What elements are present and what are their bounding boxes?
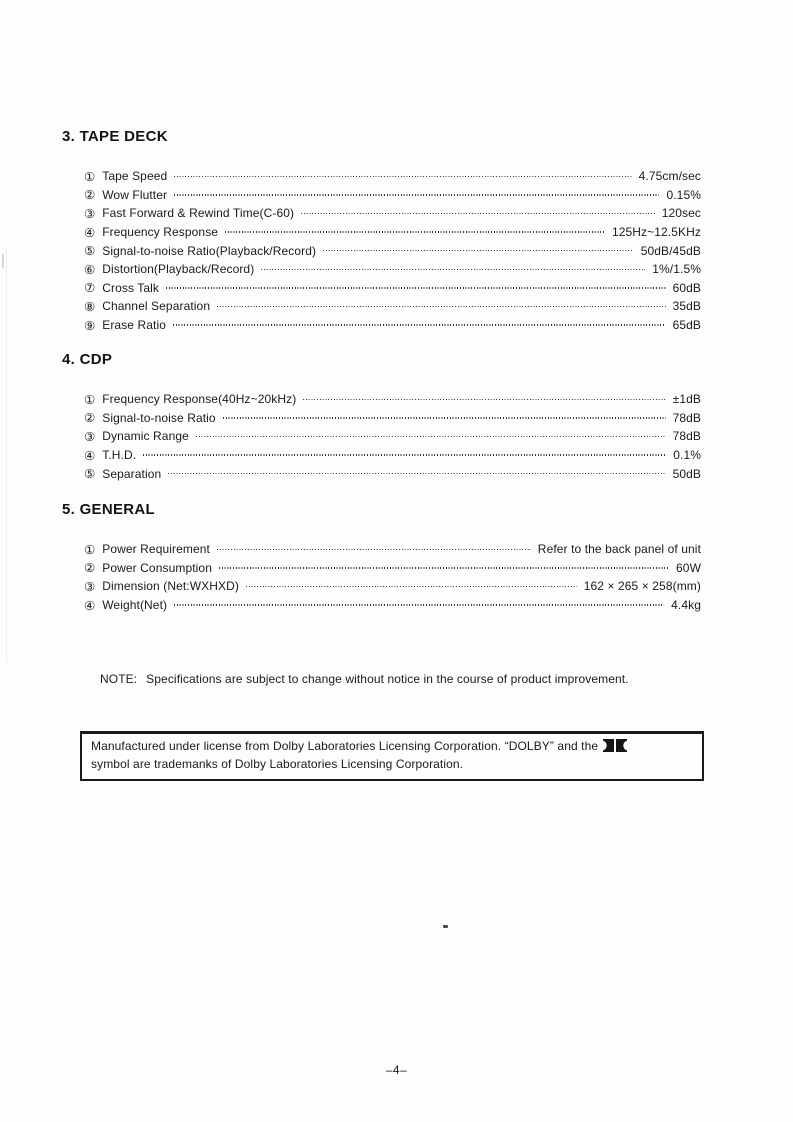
dolby-license-box <box>80 731 704 781</box>
spec-row <box>84 279 701 298</box>
item-value: 4.75cm/sec <box>638 169 701 184</box>
dot-leader <box>217 306 665 307</box>
item-label: Fast Forward & Rewind Time(C-60) <box>102 206 295 221</box>
item-number: ① <box>84 169 96 184</box>
item-label: Separation <box>102 466 162 481</box>
spec-row <box>84 241 701 260</box>
spec-row <box>84 390 701 409</box>
item-label: Weight(Net) <box>102 598 168 613</box>
scan-artifact-mark <box>2 254 4 268</box>
item-label: Channel Separation <box>102 299 211 314</box>
dolby-notice-line1: Manufactured under license from Dolby Laboratories Licensing Corporation. “DOLBY” and the <box>91 739 599 753</box>
section-cdp <box>62 352 701 483</box>
item-value: 50dB <box>672 466 701 481</box>
item-value: 125Hz~12.5KHz <box>611 225 701 240</box>
item-number: ⑨ <box>84 318 96 333</box>
note <box>100 672 629 686</box>
scan-speck <box>443 925 448 928</box>
dot-leader <box>217 549 531 550</box>
item-value: 78dB <box>672 410 701 425</box>
item-label: Frequency Response(40Hz~20kHz) <box>102 392 297 407</box>
item-number: ② <box>84 411 96 426</box>
spec-list <box>84 167 701 334</box>
note-label: NOTE: <box>100 672 138 686</box>
spec-row <box>84 316 701 335</box>
item-value: 120sec <box>661 206 701 221</box>
item-number: ① <box>84 542 96 557</box>
dot-leader <box>174 194 659 195</box>
dot-leader <box>174 176 631 177</box>
item-value: 162 × 265 × 258(mm) <box>583 579 701 594</box>
spec-row <box>84 464 701 483</box>
dot-leader <box>168 473 665 474</box>
item-label: Tape Speed <box>102 169 168 184</box>
item-label: Erase Ratio <box>102 318 167 333</box>
spec-row <box>84 577 701 596</box>
item-number: ④ <box>84 225 96 240</box>
item-value: 60W <box>676 560 701 575</box>
dot-leader <box>301 213 655 214</box>
item-value: 78dB <box>672 429 701 444</box>
item-label: Dimension (Net:WXHXD) <box>102 579 240 594</box>
dot-leader <box>303 399 665 400</box>
dot-leader <box>196 436 666 437</box>
item-label: T.H.D. <box>102 448 137 463</box>
item-number: ④ <box>84 448 96 463</box>
section-title: 5. GENERAL <box>62 501 156 518</box>
dot-leader <box>143 454 666 455</box>
item-number: ⑤ <box>84 244 96 259</box>
item-label: Cross Talk <box>102 280 160 295</box>
section-tape-deck <box>62 129 701 334</box>
section-title: 3. TAPE DECK <box>62 128 168 145</box>
dot-leader <box>323 250 634 251</box>
dot-leader <box>219 567 669 568</box>
item-number: ⑧ <box>84 299 96 314</box>
spec-row <box>84 186 701 205</box>
item-value: 60dB <box>672 280 701 295</box>
spec-row <box>84 596 701 615</box>
page-number: –4– <box>385 1063 408 1077</box>
scan-artifact-line <box>6 248 7 663</box>
spec-row <box>84 446 701 465</box>
spec-row <box>84 559 701 578</box>
item-number: ⑦ <box>84 281 96 296</box>
item-number: ⑤ <box>84 467 96 482</box>
dot-leader <box>225 231 605 232</box>
spec-row <box>84 167 701 186</box>
item-label: Frequency Response <box>102 225 219 240</box>
item-label: Power Consumption <box>102 560 212 575</box>
spec-list <box>84 540 701 614</box>
item-value: 1%/1.5% <box>652 262 701 277</box>
item-value: 50dB/45dB <box>640 243 701 258</box>
item-number: ② <box>84 188 96 203</box>
item-number: ③ <box>84 579 96 594</box>
spec-row <box>84 540 701 559</box>
section-general <box>62 502 701 614</box>
item-label: Distortion(Playback/Record) <box>102 262 255 277</box>
item-label: Dynamic Range <box>102 429 189 444</box>
item-number: ② <box>84 561 96 576</box>
item-value: 35dB <box>672 299 701 314</box>
item-value: Refer to the back panel of unit <box>537 542 701 557</box>
item-label: Signal-to-noise Ratio(Playback/Record) <box>102 243 317 258</box>
spec-list <box>84 390 701 483</box>
item-number: ③ <box>84 429 96 444</box>
item-number: ① <box>84 392 96 407</box>
item-label: Power Requirement <box>102 542 210 557</box>
item-value: 0.1% <box>673 448 701 463</box>
note-body: Specifications are subject to change without notice in the course of product improvement. <box>146 672 629 686</box>
item-number: ④ <box>84 598 96 613</box>
dot-leader <box>166 287 666 288</box>
section-title: 4. CDP <box>62 351 113 368</box>
item-number: ⑥ <box>84 262 96 277</box>
item-number: ③ <box>84 206 96 221</box>
dot-leader <box>261 269 645 270</box>
spec-row <box>84 427 701 446</box>
item-label: Signal-to-noise Ratio <box>102 410 216 425</box>
dot-leader <box>173 324 666 325</box>
item-label: Wow Flutter <box>102 187 168 202</box>
dolby-double-d-icon <box>603 739 627 757</box>
item-value: 4.4kg <box>671 598 701 613</box>
item-value: 65dB <box>672 318 701 333</box>
spec-row <box>84 297 701 316</box>
dot-leader <box>223 417 666 418</box>
spec-row <box>84 223 701 242</box>
item-value: ±1dB <box>672 392 701 407</box>
spec-row <box>84 204 701 223</box>
spec-row <box>84 260 701 279</box>
dot-leader <box>174 604 664 605</box>
item-value: 0.15% <box>666 187 701 202</box>
spec-row <box>84 409 701 428</box>
dolby-notice-line2: symbol are trademanks of Dolby Laboratories Licensing Corporation. <box>91 756 464 771</box>
dot-leader <box>246 586 577 587</box>
